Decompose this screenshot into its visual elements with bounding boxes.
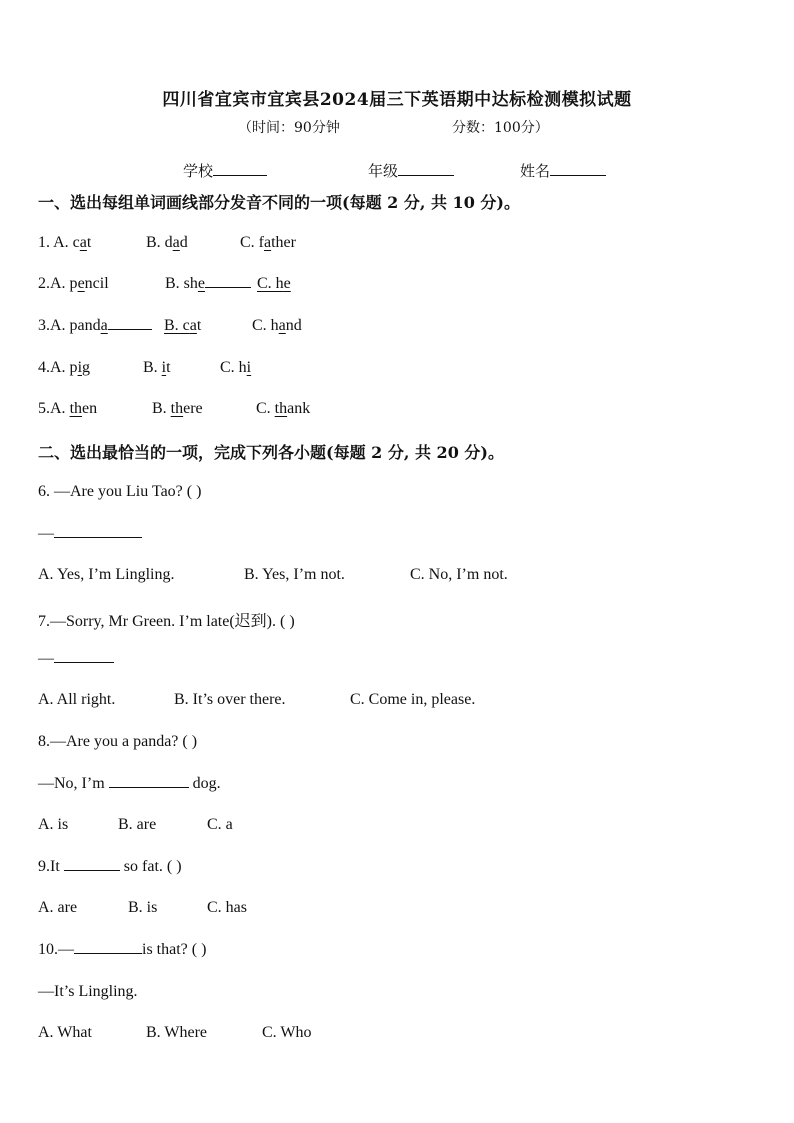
q8-reply: —No, I’m dog. xyxy=(38,775,221,792)
exam-score: 分数：100分） xyxy=(452,120,549,136)
exam-time: （时间：90分钟 xyxy=(238,120,340,136)
q9-option-c: C. has xyxy=(207,899,247,916)
q5-option-b: B. there xyxy=(152,400,203,417)
q2-option-b: B. she xyxy=(165,275,251,293)
q9-answer-blank[interactable] xyxy=(64,858,120,871)
q3-option-c: C. hand xyxy=(252,317,302,334)
q6-option-a: A. Yes, I’m Lingling. xyxy=(38,566,175,583)
grade-field xyxy=(368,160,454,181)
q9-option-a: A. are xyxy=(38,899,78,916)
name-label: 姓名 xyxy=(520,162,551,180)
q2-option-c: C. he xyxy=(257,275,291,292)
school-field xyxy=(183,160,267,181)
section1-heading: 一、选出每组单词画线部分发音不同的一项(每题 2 分, 共 10 分)。 xyxy=(38,193,520,212)
q9-stem: 9.It so fat. ( ) xyxy=(38,858,182,875)
q8-answer-blank[interactable] xyxy=(109,775,189,788)
q3-option-b: B. cat xyxy=(164,317,202,334)
q4-option-a: 4.A. pig xyxy=(38,359,91,376)
grade-label: 年级 xyxy=(368,162,399,180)
q7-answer-blank[interactable] xyxy=(54,650,114,663)
q10-option-a: A. What xyxy=(38,1024,92,1041)
q9-option-b: B. is xyxy=(128,899,158,916)
q6-option-b: B. Yes, I’m not. xyxy=(244,566,345,583)
q7-stem: 7.—Sorry, Mr Green. I’m late(迟到). ( ) xyxy=(38,613,295,630)
q4-option-b: B. it xyxy=(143,359,171,376)
q1-option-c: C. father xyxy=(240,234,296,251)
q3-option-a: 3.A. panda xyxy=(38,317,152,335)
q1-option-a: 1. A. cat xyxy=(38,234,92,251)
page-title: 四川省宜宾市宜宾县2024届三下英语期中达标检测模拟试题 xyxy=(162,90,632,110)
q10-reply: —It’s Lingling. xyxy=(38,983,138,1000)
q4-option-c: C. hi xyxy=(220,359,252,376)
q5-option-c: C. thank xyxy=(256,400,311,417)
school-label: 学校 xyxy=(183,162,214,180)
q6-reply: — xyxy=(38,525,142,543)
q10-answer-blank[interactable] xyxy=(74,941,142,954)
grade-blank[interactable] xyxy=(398,161,454,176)
q10-stem: 10.— is that? ( ) xyxy=(38,941,207,958)
school-blank[interactable] xyxy=(213,161,267,176)
q10-option-c: C. Who xyxy=(262,1024,312,1041)
q2-option-a: 2.A. pencil xyxy=(38,275,109,292)
q7-option-a: A. All right. xyxy=(38,691,116,708)
q8-stem: 8.—Are you a panda? ( ) xyxy=(38,733,198,750)
name-field xyxy=(520,160,606,181)
q6-answer-blank[interactable] xyxy=(54,525,142,538)
q7-option-b: B. It’s over there. xyxy=(174,691,286,708)
q6-stem: 6. —Are you Liu Tao? ( ) xyxy=(38,483,202,500)
q6-option-c: C. No, I’m not. xyxy=(410,566,508,583)
q7-option-c: C. Come in, please. xyxy=(350,691,476,708)
q8-option-a: A. is xyxy=(38,816,69,833)
section2-heading: 二、选出最恰当的一项，完成下列各小题(每题 2 分, 共 20 分)。 xyxy=(38,443,504,462)
q8-option-b: B. are xyxy=(118,816,157,833)
q10-option-b: B. Where xyxy=(146,1024,208,1041)
name-blank[interactable] xyxy=(550,161,606,176)
q5-option-a: 5.A. then xyxy=(38,400,98,417)
q1-option-b: B. dad xyxy=(146,234,188,251)
q8-option-c: C. a xyxy=(207,816,233,833)
q7-reply: — xyxy=(38,650,114,668)
